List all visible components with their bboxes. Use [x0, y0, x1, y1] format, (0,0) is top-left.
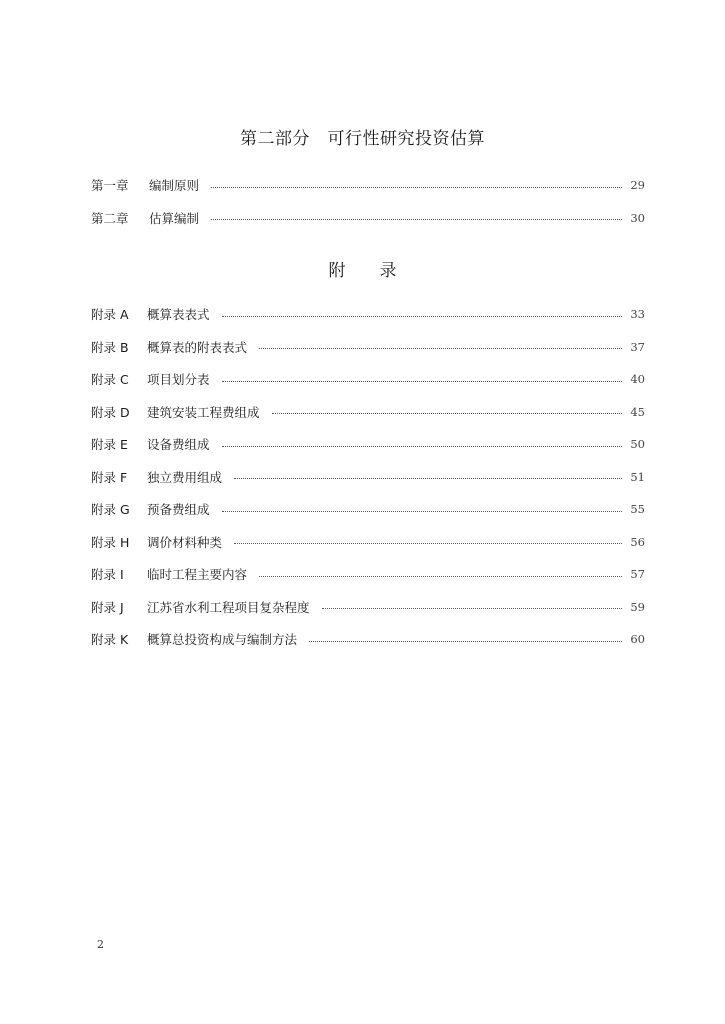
toc-entry-page: 59 [630, 599, 645, 614]
toc-entry-label: 附录 H [91, 534, 130, 550]
toc-entry-page: 55 [630, 502, 645, 517]
dot-leader [222, 446, 623, 447]
toc-entry-page: 57 [630, 567, 645, 582]
dot-leader [259, 576, 622, 577]
dot-leader [222, 511, 623, 512]
toc-entry-page: 37 [630, 339, 645, 354]
toc-entry-label: 附录 D [91, 404, 130, 420]
dot-leader [222, 316, 623, 317]
toc-entry-page: 29 [630, 178, 645, 193]
toc-entry-appendix-k[interactable] [91, 623, 645, 656]
toc-entry-label: 附录 E [91, 437, 128, 453]
toc-entry-page: 40 [630, 372, 645, 387]
toc-entry-appendix-g[interactable] [91, 493, 645, 526]
toc-entry-label: 附录 B [91, 339, 129, 355]
toc-entry-page: 50 [630, 437, 645, 452]
toc-entry-appendix-a[interactable] [91, 298, 645, 331]
appendix-toc [91, 298, 645, 656]
toc-entry-page: 56 [630, 534, 645, 549]
toc-entry-title: 江苏省水利工程项目复杂程度 [147, 599, 310, 615]
toc-entry-label: 附录 J [91, 599, 124, 615]
dot-leader [259, 348, 622, 349]
toc-entry-appendix-j[interactable] [91, 591, 645, 624]
toc-entry-appendix-f[interactable] [91, 461, 645, 494]
toc-entry-label: 附录 G [91, 502, 130, 518]
dot-leader [234, 543, 622, 544]
toc-entry-label: 第二章 [91, 210, 129, 226]
dot-leader [309, 641, 622, 642]
toc-entry-appendix-h[interactable] [91, 526, 645, 559]
dot-leader [211, 187, 622, 188]
toc-entry-title: 概算表的附表表式 [147, 339, 248, 355]
toc-entry-chapter-2[interactable] [91, 202, 645, 235]
toc-entry-title: 概算总投资构成与编制方法 [147, 632, 298, 648]
toc-entry-title: 设备费组成 [147, 437, 210, 453]
toc-entry-label: 附录 I [91, 567, 124, 583]
appendix-heading: 附 录 [328, 261, 397, 281]
toc-entry-page: 45 [630, 404, 645, 419]
toc-entry-title: 临时工程主要内容 [147, 567, 248, 583]
toc-entry-label: 附录 C [91, 372, 129, 388]
toc-entry-page: 30 [630, 210, 645, 225]
toc-entry-title: 预备费组成 [147, 502, 210, 518]
dot-leader [222, 381, 623, 382]
toc-entry-title: 编制原则 [149, 178, 200, 194]
chapter-toc [91, 169, 645, 234]
dot-leader [272, 413, 623, 414]
toc-entry-title: 项目划分表 [147, 372, 210, 388]
toc-entry-page: 33 [630, 307, 645, 322]
dot-leader [234, 478, 622, 479]
toc-entry-title: 概算表表式 [147, 307, 210, 323]
toc-entry-appendix-c[interactable] [91, 363, 645, 396]
toc-entry-title: 调价材料种类 [147, 534, 223, 550]
toc-entry-title: 独立费用组成 [147, 469, 223, 485]
part-title: 第二部分 可行性研究投资估算 [240, 129, 485, 149]
toc-entry-appendix-i[interactable] [91, 558, 645, 591]
toc-entry-appendix-e[interactable] [91, 428, 645, 461]
toc-entry-title: 建筑安装工程费组成 [147, 404, 260, 420]
toc-entry-appendix-d[interactable] [91, 396, 645, 429]
dot-leader [211, 219, 622, 220]
toc-entry-label: 附录 A [91, 307, 129, 323]
dot-leader [322, 608, 623, 609]
toc-entry-page: 60 [630, 632, 645, 647]
toc-entry-chapter-1[interactable] [91, 169, 645, 202]
toc-entry-label: 第一章 [91, 178, 129, 194]
toc-entry-label: 附录 K [91, 632, 129, 648]
toc-entry-label: 附录 F [91, 469, 128, 485]
page-number: 2 [97, 938, 104, 951]
toc-entry-title: 估算编制 [149, 210, 200, 226]
toc-entry-appendix-b[interactable] [91, 331, 645, 364]
toc-entry-page: 51 [630, 469, 645, 484]
